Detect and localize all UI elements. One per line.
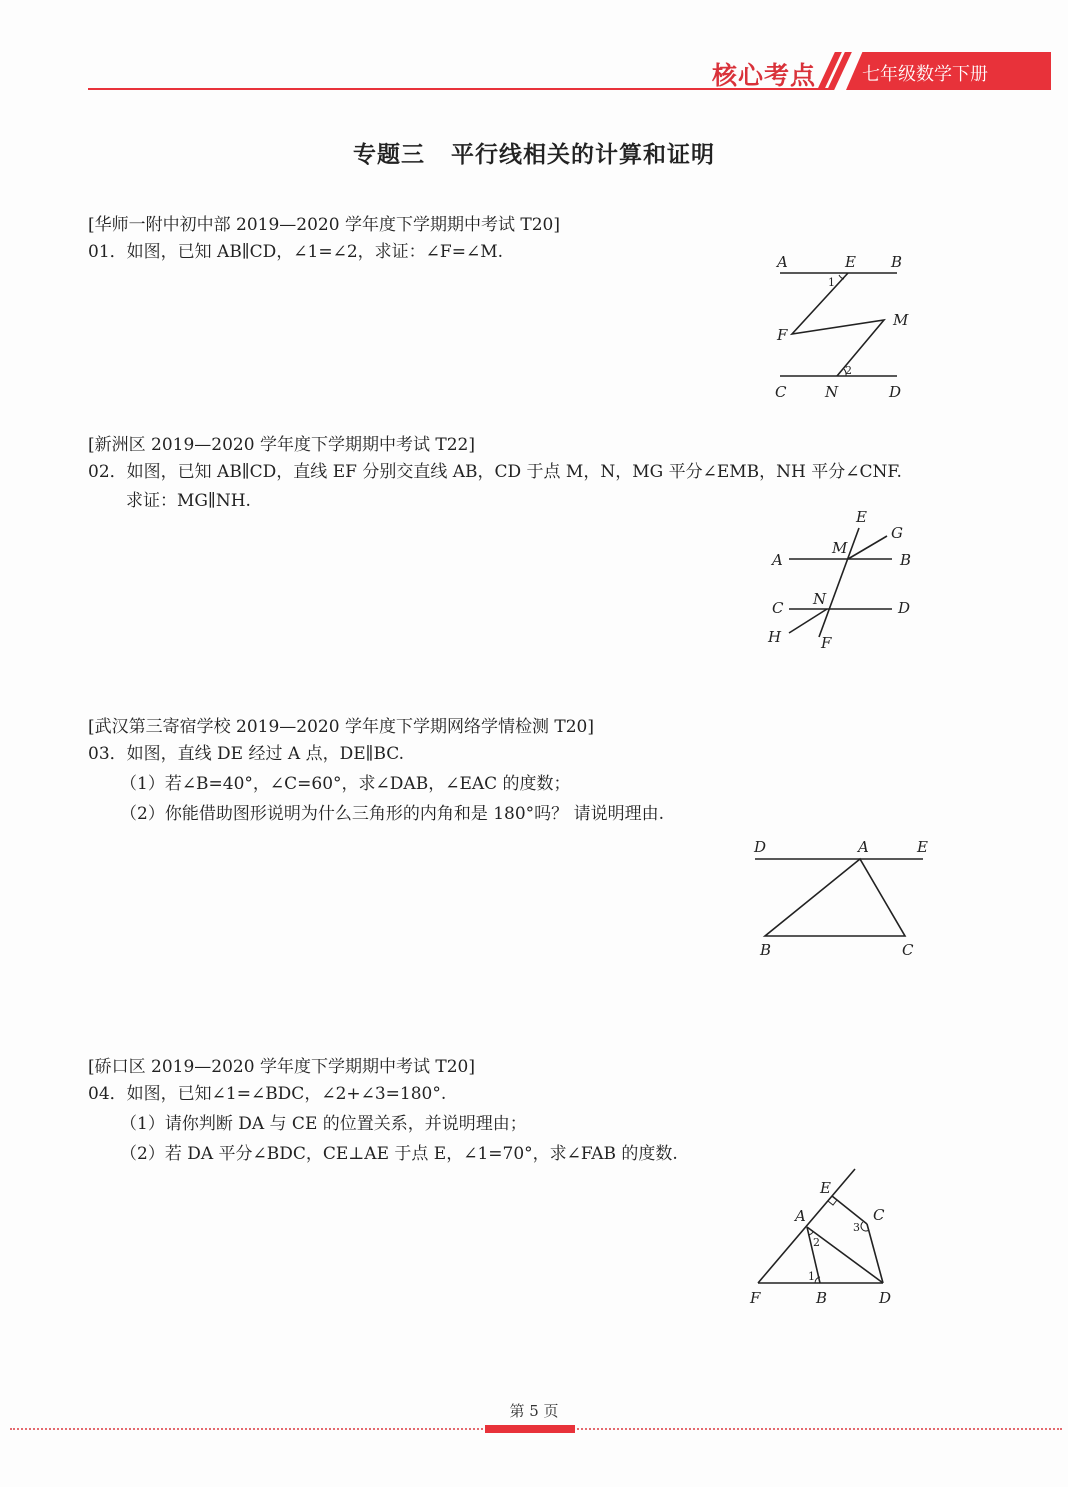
page-number: 第 5 页 xyxy=(509,1402,559,1420)
svg-text:E: E xyxy=(917,838,928,856)
problem-source: [新洲区 2019—2020 学年度下学期期中考试 T22] xyxy=(88,435,475,455)
problem-source: [武汉第三寄宿学校 2019—2020 学年度下学期网络学情检测 T20] xyxy=(88,717,594,737)
problem-part-1: （1）请你判断 DA 与 CE 的位置关系，并说明理由； xyxy=(120,1114,527,1134)
svg-text:B: B xyxy=(760,941,772,959)
problem-text: 如图，已知 AB∥CD，∠1=∠2，求证：∠F=∠M. xyxy=(126,242,504,262)
svg-text:D: D xyxy=(879,1289,892,1307)
svg-text:A: A xyxy=(772,551,783,569)
problem-text: 如图，已知∠1=∠BDC，∠2+∠3=180°. xyxy=(126,1084,447,1104)
svg-text:F: F xyxy=(821,634,832,652)
svg-text:D: D xyxy=(898,599,911,617)
svg-text:A: A xyxy=(777,253,788,271)
problem-source: [硚口区 2019—2020 学年度下学期期中考试 T20] xyxy=(88,1057,475,1077)
topic-number: 专题三 xyxy=(353,142,425,168)
topic-name: 平行线相关的计算和证明 xyxy=(451,142,715,168)
svg-text:B: B xyxy=(900,551,912,569)
svg-text:2: 2 xyxy=(813,1236,820,1249)
figure-problem-3 xyxy=(740,830,940,960)
problem-number: 03． xyxy=(88,744,127,764)
problem-part-2: （2）你能借助图形说明为什么三角形的内角和是 180°吗？ 请说明理由. xyxy=(120,804,664,824)
figure-problem-4 xyxy=(740,1160,900,1310)
figure-problem-1 xyxy=(760,245,920,405)
svg-text:E: E xyxy=(856,508,867,526)
svg-text:D: D xyxy=(754,838,767,856)
svg-text:2: 2 xyxy=(845,364,852,377)
svg-text:1: 1 xyxy=(828,276,835,289)
svg-text:M: M xyxy=(893,311,909,329)
book-label: 七年级数学下册 xyxy=(862,64,988,85)
svg-text:F: F xyxy=(750,1289,761,1307)
problem-stem xyxy=(88,1079,446,1104)
svg-text:1: 1 xyxy=(808,1270,815,1283)
page-title xyxy=(0,136,1068,169)
problem-number: 02． xyxy=(88,462,127,482)
problem-number: 01． xyxy=(88,242,127,262)
figure-problem-2 xyxy=(760,505,920,655)
problem-stem xyxy=(88,457,902,482)
problem-stem xyxy=(88,237,503,262)
svg-text:N: N xyxy=(813,590,827,608)
problem-text: 如图，直线 DE 经过 A 点，DE∥BC. xyxy=(126,744,405,764)
svg-text:N: N xyxy=(825,383,839,401)
problem-source: [华师一附中初中部 2019—2020 学年度下学期期中考试 T20] xyxy=(88,215,560,235)
problem-part-2: （2）若 DA 平分∠BDC，CE⊥AE 于点 E，∠1=70°，求∠FAB 的度数. xyxy=(120,1144,678,1164)
problem-stem xyxy=(88,739,404,764)
svg-text:G: G xyxy=(891,524,903,542)
svg-text:D: D xyxy=(889,383,902,401)
svg-text:A: A xyxy=(795,1207,806,1225)
section-label: 核心考点 xyxy=(712,61,817,90)
svg-text:A: A xyxy=(858,838,869,856)
svg-text:B: B xyxy=(891,253,903,271)
svg-text:C: C xyxy=(775,383,787,401)
svg-text:H: H xyxy=(768,628,782,646)
svg-text:3: 3 xyxy=(853,1221,860,1234)
problem-part-1: （1）若∠B=40°，∠C=60°，求∠DAB，∠EAC 的度数； xyxy=(120,774,571,794)
problem-text: 如图，已知 AB∥CD，直线 EF 分别交直线 AB，CD 于点 M，N，MG 平分∠EMB，NH 平分∠CNF. xyxy=(126,462,902,482)
svg-text:F: F xyxy=(777,326,788,344)
svg-text:C: C xyxy=(873,1206,885,1224)
svg-text:B: B xyxy=(816,1289,828,1307)
problem-stem-line2: 求证：MG∥NH. xyxy=(126,491,251,511)
svg-text:C: C xyxy=(772,599,784,617)
problem-number: 04． xyxy=(88,1084,127,1104)
svg-text:E: E xyxy=(845,253,856,271)
svg-text:M: M xyxy=(832,539,848,557)
svg-text:E: E xyxy=(820,1179,831,1197)
footer-accent-bar xyxy=(485,1425,575,1433)
svg-text:C: C xyxy=(902,941,914,959)
